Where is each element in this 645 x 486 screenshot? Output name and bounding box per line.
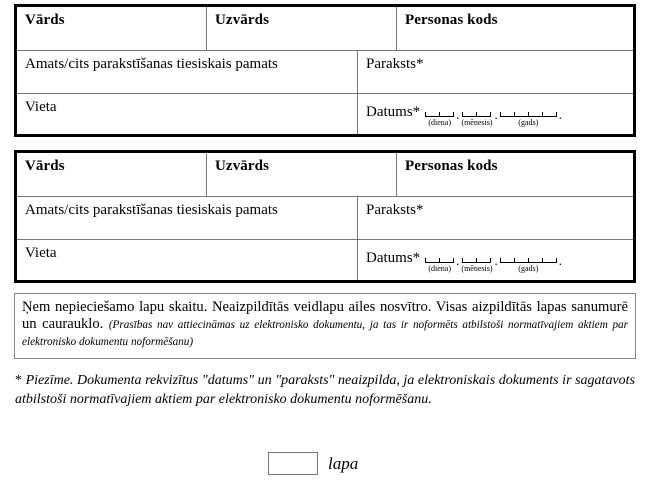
table-place-row — [17, 239, 633, 280]
table-header-row — [17, 7, 633, 50]
date-tick — [490, 112, 491, 117]
date-blank-cell — [477, 116, 490, 117]
date-blank-cell — [477, 262, 490, 263]
cell-place[interactable] — [17, 240, 358, 280]
date-group-day[interactable] — [425, 104, 454, 127]
personal-code-label: Personas kods — [405, 158, 498, 174]
cell-position[interactable] — [17, 197, 358, 239]
date-label: Datums* — [366, 104, 421, 120]
personal-code-label: Personas kods — [405, 12, 498, 28]
date-cells-day — [425, 250, 454, 263]
date-sublabel-year: (gads) — [518, 118, 539, 127]
signature-label: Paraksts* — [366, 202, 424, 218]
date-cells-month — [462, 250, 491, 263]
date-blank-cell — [426, 262, 439, 263]
signature-table-1 — [14, 4, 636, 137]
cell-name[interactable] — [17, 7, 207, 50]
date-blank-cell — [440, 116, 453, 117]
date-label: Datums* — [366, 250, 421, 266]
date-separator: . — [456, 253, 460, 268]
cell-surname[interactable] — [207, 7, 397, 50]
table-position-row — [17, 50, 633, 93]
cell-surname[interactable] — [207, 153, 397, 196]
position-label: Amats/cits parakstīšanas tiesiskais pamats — [25, 202, 278, 218]
signature-label: Paraksts* — [366, 56, 424, 72]
cell-date[interactable] — [358, 240, 633, 280]
surname-label: Uzvārds — [215, 12, 270, 28]
date-sublabel-month: (mēnesis) — [461, 118, 493, 127]
note-paragraph — [22, 299, 628, 350]
cell-date[interactable] — [358, 94, 633, 134]
date-sublabel-year: (gads) — [518, 264, 539, 273]
footnote-asterisk: * — [15, 373, 22, 388]
date-blank-cell — [501, 262, 514, 263]
date-blank-cell — [543, 262, 556, 263]
date-blank-cell — [426, 116, 439, 117]
date-blank-cell — [529, 116, 542, 117]
note-main-text: Ņem nepieciešamo lapu skaitu. Neaizpildītās veidlapu ailes nosvītro. Visas aizpildītās lapas sanumurē un caurauklo. — [22, 299, 628, 332]
note-italic-text: (Prasības nav attiecināmas uz elektronisko dokumentu, ja tas ir noformēts atbilstoši normatīvajiem aktiem par elektronisko dokumentu noformēšanu) — [22, 318, 628, 348]
date-cells-year — [500, 250, 557, 263]
table-position-row — [17, 196, 633, 239]
date-separator: . — [558, 253, 563, 268]
cell-personal-code[interactable] — [397, 7, 633, 50]
footnote-text: Piezīme. Dokumenta rekvizītus "datums" un "paraksts" neaizpilda, ja elektroniskais dokuments ir sagatavots atbilstoši normatīvajiem aktiem par elektronisko dokumentu noformēšanu. — [15, 373, 635, 407]
date-widget — [366, 104, 633, 127]
date-blank-cell — [501, 116, 514, 117]
date-blank-cell — [515, 262, 528, 263]
date-separator: . — [494, 253, 498, 268]
date-separator: . — [558, 107, 563, 122]
instructions-note-box — [14, 293, 636, 359]
name-label: Vārds — [25, 12, 65, 28]
date-group-year[interactable] — [500, 250, 557, 273]
cell-signature[interactable] — [358, 197, 633, 239]
cell-place[interactable] — [17, 94, 358, 134]
cell-position[interactable] — [17, 51, 358, 93]
date-cells-year — [500, 104, 557, 117]
date-sublabel-day: (diena) — [428, 264, 451, 273]
date-cells-day — [425, 104, 454, 117]
date-blank-cell — [529, 262, 542, 263]
table-header-row — [17, 153, 633, 196]
date-tick — [490, 258, 491, 263]
signature-table-2 — [14, 150, 636, 283]
date-group-day[interactable] — [425, 250, 454, 273]
date-blank-cell — [463, 262, 476, 263]
place-label: Vieta — [25, 99, 57, 115]
date-group-year[interactable] — [500, 104, 557, 127]
date-widget — [366, 250, 633, 273]
surname-label: Uzvārds — [215, 158, 270, 174]
date-cells-month — [462, 104, 491, 117]
cell-signature[interactable] — [358, 51, 633, 93]
page-count-input[interactable] — [268, 452, 318, 475]
date-blank-cell — [463, 116, 476, 117]
date-blank-cell — [440, 262, 453, 263]
page-counter — [268, 452, 358, 475]
date-fields — [425, 250, 564, 273]
date-separator: . — [456, 107, 460, 122]
date-sublabel-day: (diena) — [428, 118, 451, 127]
table-place-row — [17, 93, 633, 134]
place-label: Vieta — [25, 245, 57, 261]
cell-personal-code[interactable] — [397, 153, 633, 196]
cell-name[interactable] — [17, 153, 207, 196]
position-label: Amats/cits parakstīšanas tiesiskais pamats — [25, 56, 278, 72]
page-counter-label: lapa — [328, 453, 359, 473]
date-group-month[interactable] — [461, 104, 492, 127]
date-blank-cell — [543, 116, 556, 117]
date-group-month[interactable] — [461, 250, 492, 273]
date-blank-cell — [515, 116, 528, 117]
footnote — [15, 372, 635, 409]
date-sublabel-month: (mēnesis) — [461, 264, 493, 273]
name-label: Vārds — [25, 158, 65, 174]
date-fields — [425, 104, 564, 127]
date-separator: . — [494, 107, 498, 122]
